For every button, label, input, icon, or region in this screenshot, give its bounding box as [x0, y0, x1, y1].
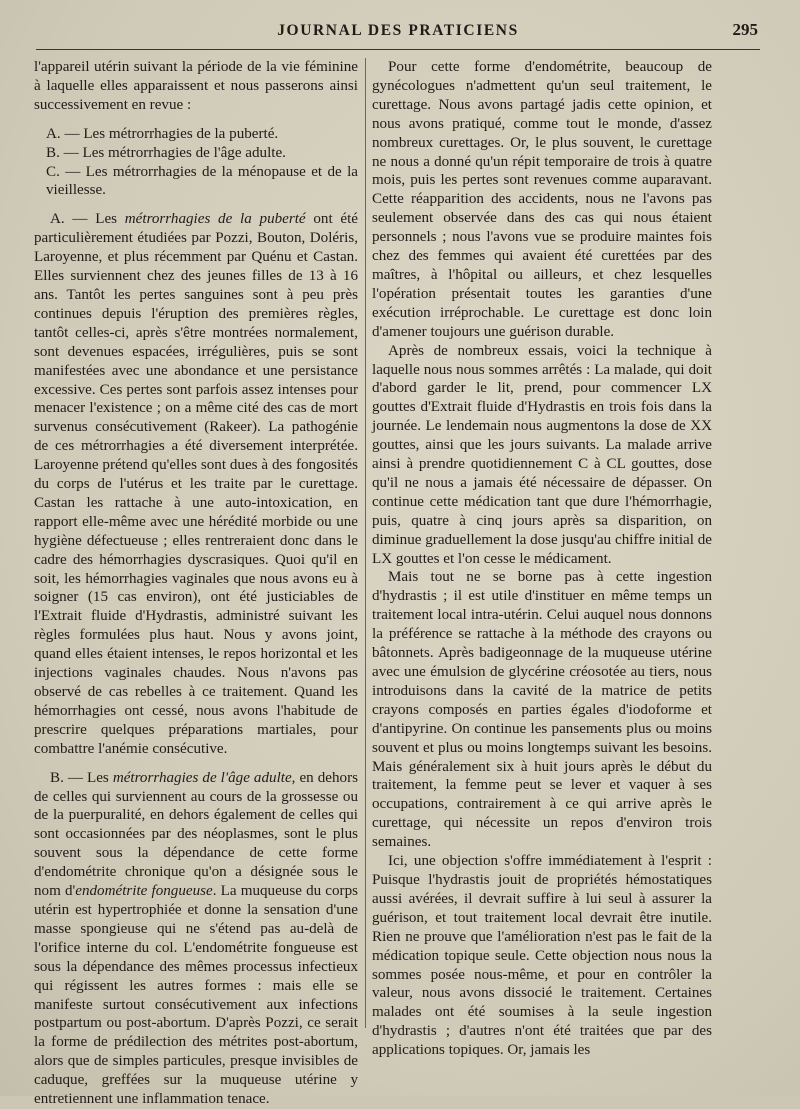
left-column: [34, 58, 358, 1109]
column-divider: [365, 58, 366, 1028]
running-title: JOURNAL DES PRATICIENS: [277, 22, 519, 39]
section-b-term: métrorrhagies de l'âge adulte: [112, 769, 292, 786]
section-b-prefix: B. — Les: [50, 769, 113, 786]
section-a-prefix: A. — Les: [50, 211, 125, 228]
section-a-term: métrorrhagies de la puberté: [124, 211, 306, 228]
section-b-text-2: . La muqueuse du corps utérin est hypertrophiée et donne la sensation d'une masse spongieuse qui ne s'étend pas au-delà de l'orifice interne du col. L'endométrite fongueuse est sous la dépendance des mêmes processus infectieux qui régissent les autres formes : mais elle se manifeste surtout consécutivement aux infections postpartum ou post-abortum. D'après Pozzi, ce serait la forme de prédilection des métrites post-abortum, alors que de simples particules, presque invisibles de caduque, greffées sur la muqueuse utérine y entretiennent une inflammation tenace.: [34, 883, 359, 1108]
right-paragraph-4: Ici, une objection s'offre immédiatement à l'esprit : Puisque l'hydrastis jouit de propriétés hémostatiques aussi avérées, il devrait suffire à lui seul à assurer la guérison, et tout traitement local devrait être inutile. Rien ne prouve que l'amélioration n'est pas le fait de la médication topique seule. Cette objection nous nous la sommes posée nous-même, et pour en contrôler la valeur, nous avons dissocié le traitement. Certaines malades ont été soumises à la seule ingestion d'hydrastis ; d'autres n'ont été traitées que par des applications topiques. Or, jamais les: [372, 853, 712, 1059]
list-item-b: B. — Les métrorrhagies de l'âge adulte.: [46, 144, 286, 161]
header-rule: [36, 49, 760, 50]
intro-paragraph: l'appareil utérin suivant la période de la vie féminine à laquelle elles apparaissent et nous passerons ainsi successivement en revue :: [34, 59, 358, 113]
list-item-c: C. — Les métrorrhagies de la ménopause et de la vieillesse.: [46, 163, 358, 199]
right-paragraph-1: Pour cette forme d'endométrite, beaucoup de gynécologues n'admettent qu'un seul traitement, le curettage. Nous avons partagé jadis cette opinion, et nous avons pratiqué, comme tout le monde, d'assez nombreux curettages. Or, le plus souvent, le curettage ne nous a donné qu'un répit temporaire de trois à quatre mois, puis les pertes sont revenues comme auparavant. Cette réapparition des accidents, nous ne l'avons pas seulement observée dans des cas qui nous étaient personnels ; nous l'avons vue se produire maintes fois chez des femmes qui avaient été curettées par des maîtres, à l'hôpital ou ailleurs, et chez lesquelles l'opération présentait toutes les garanties d'une exécution irréprochable. Le curettage est donc loin d'amener toujours une guérison durable.: [372, 59, 712, 340]
section-a-paragraph: [34, 210, 358, 758]
section-b-paragraph: [34, 769, 358, 1109]
list-item-a: A. — Les métrorrhagies de la puberté.: [46, 125, 279, 142]
page-number: 295: [732, 20, 758, 39]
right-paragraph-2: Après de nombreux essais, voici la technique à laquelle nous nous sommes arrêtés : La malade, qui doit d'abord garder le lit, prend, pour commencer LX gouttes d'Extrait fluide d'Hydrastis en trois fois dans la journée. Le lendemain nous augmentons la dose de XX gouttes, ainsi que les jours suivants. La malade arrive ainsi à prendre quotidiennement C à CL gouttes, dose qu'il ne nous a jamais été nécessaire de dépasser. On continue cette médication tant que dure l'hémorrhagie, puis, quatre à cinq jours après sa disparition, on diminue graduellement la dose jusqu'au chiffre initial de LX gouttes et l'on cesse le médicament.: [372, 342, 712, 567]
page-header: [36, 14, 760, 50]
right-column: [372, 58, 712, 1060]
section-a-text: ont été particulièrement étudiées par Pozzi, Bouton, Doléris, Laroyenne, et plus récemment par Quénu et Castan. Elles surviennent chez des jeunes filles de 13 à 16 ans. Tantôt les pertes sanguines sont à peu près continues depuis l'éruption des premières règles, tantôt celles-ci, après s'être montrées normalement, sont devenues espacées, irrégulières, puis se sont manifestées avec une abondance et une persistance excessive. Ces pertes sont parfois assez intenses pour menacer l'existence ; on a même cité des cas de mort survenus consécutivement (Rakeer). La pathogénie de ces métrorrhagies a été diversement interprétée. Laroyenne prétend qu'elles sont dues à des fongosités du corps de l'utérus et les traite par le curettage. Castan les rattache à une auto-intoxication, en rapport elle-même avec une hérédité morbide ou une hygiène défectueuse ; elles rentreraient donc dans le cadre des hémorrhagies dyscrasiques. Quoi qu'il en soit, les hémorrhagies vaginales que nous avons eu à soigner (15 cas environ), ont été justiciables de l'Extrait fluide d'Hydrastis, administré suivant les règles formulées plus haut. Nous y avons joint, quand elles étaient intenses, le repos horizontal et les injections vaginales chaudes. Nous n'avons pas observé de cas rebelles à ce traitement. Quand les hémorrhagies ont cessé, nous avons l'habitude de prescrire quelques préparations martiales, pour combattre l'anémie consécutive.: [34, 211, 358, 757]
right-paragraph-3: Mais tout ne se borne pas à cette ingestion d'hydrastis ; il est utile d'instituer en même temps un traitement local intra-utérin. Celui auquel nous donnons la préférence se rattache à la méthode des crayons ou bâtonnets. Après badigeonnage de la muqueuse utérine avec une émulsion de glycérine créosotée au tiers, nous introduisons dans la cavité de la matrice de petits crayons composés en parties égales d'iodoforme et d'antipyrine. On continue les pansements plus ou moins souvent et plus ou moins longtemps suivant les besoins. Mais généralement six à huit jours après le début du traitement, la femme peut se lever et vaquer à ses occupations, contrairement à ce qui arrive après le curettage, qui nécessite un repos d'environ trois semaines.: [372, 569, 712, 851]
section-b-term-2: endométrite fongueuse: [75, 883, 213, 900]
section-b-text-1: , en dehors de celles qui surviennent au cours de la grossesse ou de la puerpuralité, en dehors également de celles qui sont occasionnées par des néoplasmes, sont le plus souvent sous la dépendance de cette forme d'endométrite chronique qu'on a désignée sous le nom d': [34, 769, 358, 900]
